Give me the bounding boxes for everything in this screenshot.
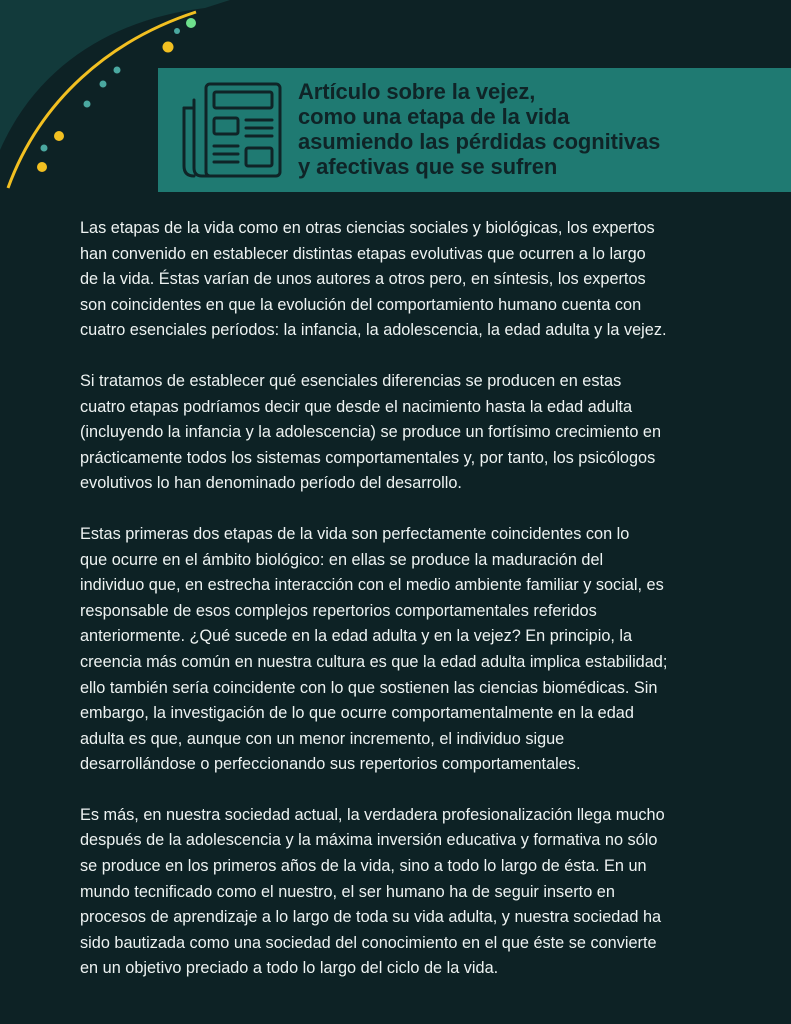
dot	[37, 162, 47, 172]
article-body	[80, 216, 720, 1007]
title-banner	[158, 68, 791, 192]
paragraph: Es más, en nuestra sociedad actual, la verdadera profesionalización llega mucho después de la adolescencia y la máxima inversión educativa y formativa no sólo se produce en los primeros años de la vida, sino a todo lo largo de ésta. En un mundo tecnificado como el nuestro, el ser humano ha de seguir inserto en procesos de aprendizaje a lo largo de toda su vida adulta, y nuestra sociedad ha sido bautizada como una sociedad del conocimiento en el que éste se convierte en un objetivo preciado a todo lo largo del ciclo de la vida.	[80, 805, 665, 978]
dot	[174, 28, 180, 34]
paragraph: Estas primeras dos etapas de la vida son perfectamente coincidentes con lo que ocurre en el ámbito biológico: en ellas se produce la maduración del individuo que, en estrecha interacción con el medio ambiente familiar y social, es responsable de esos complejos repertorios comportamentales referidos anteriormente. ¿Qué sucede en la edad adulta y en la vejez? En principio, la creencia más común en nuestra cultura es que la edad adulta implica estabilidad; ello también sería coincidente con lo que sostienen las ciencias biomédicas. Sin embargo, la investigación de lo que ocurre comportamentalmente en la edad adulta es que, aunque con un menor incremento, el individuo sigue desarrollándose o perfeccionando sus repertorios comportamentales.	[80, 524, 668, 774]
dot	[100, 81, 107, 88]
paragraph: Si tratamos de establecer qué esenciales diferencias se producen en estas cuatro etapas podríamos decir que desde el nacimiento hasta la edad adulta (incluyendo la infancia y la adolescencia) se produce un fortísimo crecimiento en prácticamente todos los sistemas comportamentales y, por tanto, los psicólogos evolutivos lo han denominado período del desarrollo.	[80, 371, 662, 493]
dot	[163, 42, 174, 53]
paragraph: Las etapas de la vida como en otras ciencias sociales y biológicas, los expertos han convenido en establecer distintas etapas evolutivas que ocurren a lo largo de la vida. Éstas varían de unos autores a otros pero, en síntesis, los expertos son coincidentes en que la evolución del comportamiento humano cuenta con cuatro esenciales períodos: la infancia, la adolescencia, la edad adulta y la vejez.	[80, 219, 667, 340]
dot	[186, 18, 196, 28]
dot	[54, 131, 64, 141]
page-title: Artículo sobre la vejez, como una etapa de la vida asumiendo las pérdidas cognitivas y afectivas que se sufren	[298, 79, 661, 179]
dot	[84, 101, 91, 108]
dot	[114, 67, 121, 74]
dot	[41, 145, 48, 152]
newspaper-icon	[180, 78, 284, 182]
